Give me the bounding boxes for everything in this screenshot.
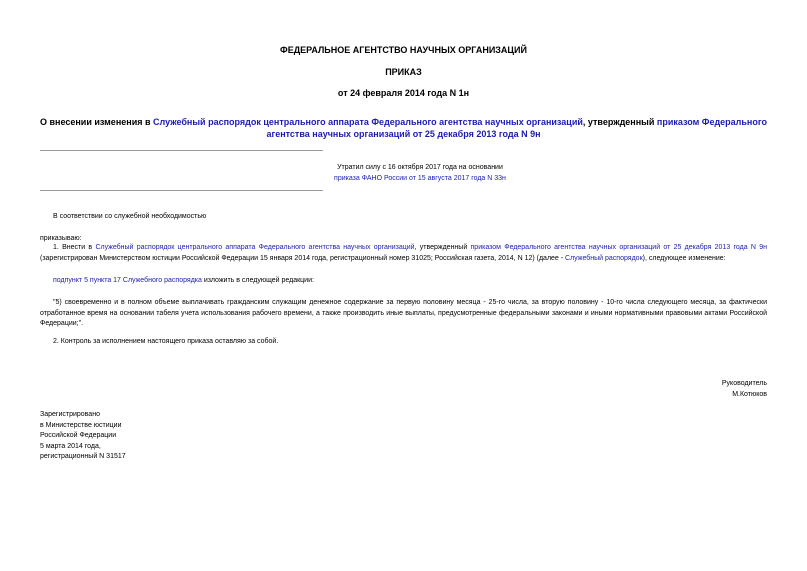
notice-line: Утратил силу с 16 октября 2017 года на основании bbox=[337, 164, 503, 171]
sub-link[interactable]: подпункт 5 пункта 17 Служебного распорядка bbox=[53, 277, 202, 284]
p1-end: ), следующее изменение: bbox=[642, 254, 726, 262]
title-prefix: О внесении изменения в bbox=[40, 117, 154, 127]
registration-line: регистрационный N 31517 bbox=[40, 453, 126, 460]
divider-bottom bbox=[40, 190, 323, 191]
registration-line: Зарегистрировано bbox=[40, 411, 100, 418]
notice-link[interactable]: приказа ФАНО России от 15 августа 2017 года N 33н bbox=[334, 175, 506, 182]
p1-link-order[interactable]: приказом Федерального агентства научных организаций от 25 декабря 2013 года N 9н bbox=[470, 244, 767, 251]
doc-type: ПРИКАЗ bbox=[385, 67, 422, 77]
paragraph-1 bbox=[40, 243, 767, 264]
agency-name: ФЕДЕРАЛЬНОЕ АГЕНТСТВО НАУЧНЫХ ОРГАНИЗАЦИЙ bbox=[280, 45, 527, 55]
title-link-order[interactable]: приказом Федерального агентства научных организаций от 25 декабря 2013 года N 9н bbox=[266, 117, 767, 139]
p1-cont: (зарегистрирован Министерством юстиции Российской Федерации 15 января 2014 года, регистрационный номер 31025; Российская газета, 2014, N 12) (далее - bbox=[40, 254, 566, 262]
registration-line: Российской Федерации bbox=[40, 432, 117, 439]
title-middle: , утвержденный bbox=[582, 117, 657, 127]
divider-top bbox=[40, 150, 323, 151]
doc-title bbox=[40, 116, 767, 140]
p1-link-regulation[interactable]: Служебный распорядок bbox=[565, 254, 643, 262]
title-link-distribution[interactable]: Служебный распорядок центрального аппарата Федерального агентства научных организаций bbox=[153, 117, 583, 127]
intro-text: В соответствии со служебной необходимостью bbox=[53, 213, 207, 220]
sub-paragraph bbox=[53, 276, 314, 287]
signature-position: Руководитель bbox=[721, 380, 767, 387]
doc-date-number: от 24 февраля 2014 года N 1н bbox=[337, 88, 470, 98]
signature-name: М.Котюков bbox=[732, 391, 767, 398]
registration-block bbox=[40, 410, 126, 463]
quote-paragraph: "5) своевременно и в полном объеме выплачивать гражданским служащим денежное содержание за первую половину месяца - 25-го числа, за вторую половину - 10-го числа следующего месяца, за фактически отработанное время на основании табеля учета использования рабочего времени, а также производить иные выплаты, предусмотренные федеральными законами и иными нормативными правовыми актами Российской Федерации;". bbox=[40, 299, 767, 327]
p1-link-distribution[interactable]: Служебный распорядок центрального аппарата Федерального агентства научных организаций bbox=[95, 244, 415, 251]
registration-line: 5 марта 2014 года, bbox=[40, 442, 101, 450]
registration-line: в Министерстве юстиции bbox=[40, 421, 122, 429]
p1-mid: , утвержденный bbox=[414, 244, 471, 251]
p1-start: 1. Внести в bbox=[53, 244, 96, 251]
paragraph-2: 2. Контроль за исполнением настоящего приказа оставляю за собой. bbox=[53, 338, 279, 345]
sub-rest: изложить в следующей редакции: bbox=[201, 277, 314, 284]
order-word: приказываю: bbox=[40, 235, 82, 242]
